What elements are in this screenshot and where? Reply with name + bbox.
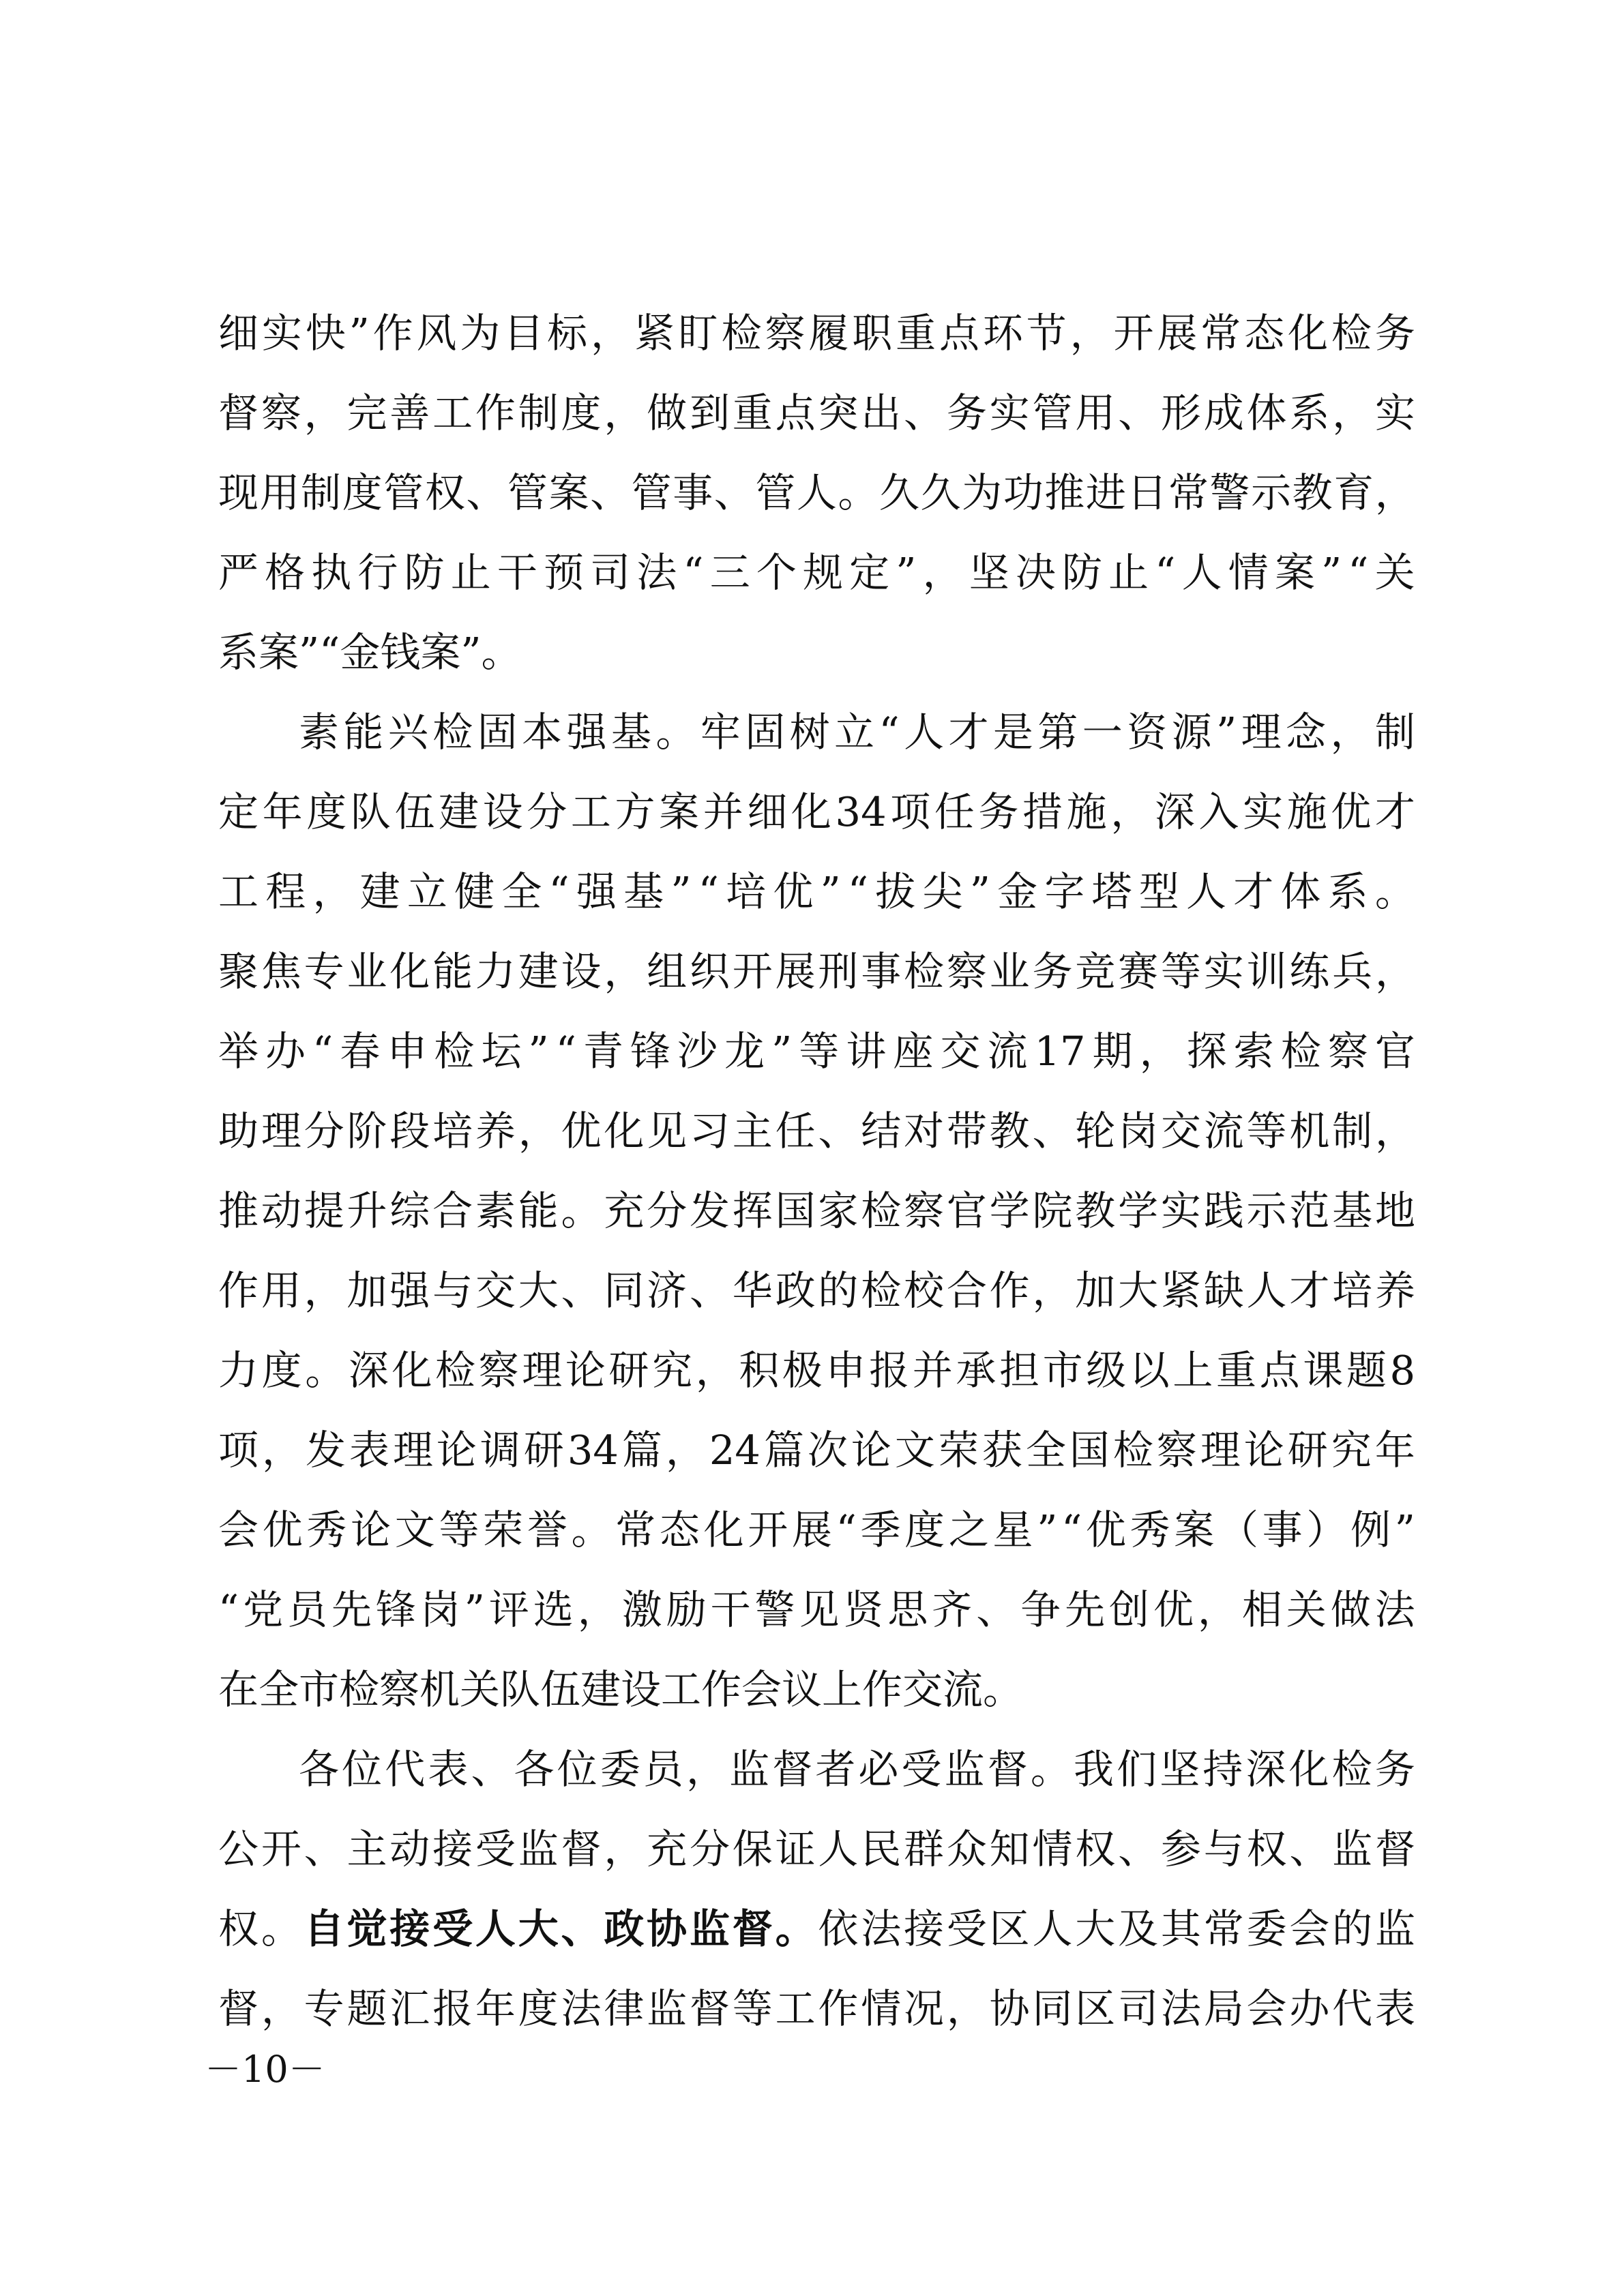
text-line: 力 度 。 深 化 检 察 理 论 研 究 ， 积 极 申 报 并 承 担 市 级 以 上 重 点 课 题 8 xyxy=(218,1347,1415,1394)
text-line: 各 位 代 表 、 各 位 委 员 ， 监 督 者 必 受 监 督 。 我 们 坚 持 深 化 检 务 xyxy=(299,1746,1415,1793)
text-line: 会 优 秀 论 文 等 荣 誉 。 常 态 化 开 展 “ 季 度 之 星 ” “ 优 秀 案 （ 事 ） 例 ” xyxy=(218,1506,1415,1553)
text-line: 督 察 ， 完 善 工 作 制 度 ， 做 到 重 点 突 出 、 务 实 管 用 、 形 成 体 系 ， 实 xyxy=(218,389,1415,436)
text-line: 作 用 ， 加 强 与 交 大 、 同 济 、 华 政 的 检 校 合 作 ， 加 大 紧 缺 人 才 培 养 xyxy=(218,1267,1415,1314)
text-line: 项 ， 发 表 理 论 调 研 34 篇 ， 24 篇 次 论 文 荣 获 全 国 检 察 理 论 研 究 年 xyxy=(218,1427,1415,1474)
text-line: 权 。 自 觉 接 受 人 大 、 政 协 监 督 。 依 法 接 受 区 人 大 及 其 常 委 会 的 监 xyxy=(218,1905,1415,1952)
text-line: 严 格 执 行 防 止 干 预 司 法 “ 三 个 规 定 ” ， 坚 决 防 止 “ 人 情 案 ” “ 关 xyxy=(218,549,1415,596)
text-line: 定 年 度 队 伍 建 设 分 工 方 案 并 细 化 34 项 任 务 措 施 ， 深 入 实 施 优 才 xyxy=(218,788,1415,835)
text-line: 督 ， 专 题 汇 报 年 度 法 律 监 督 等 工 作 情 况 ， 协 同 区 司 法 局 会 办 代 表 xyxy=(218,1985,1415,2032)
text-line: 聚 焦 专 业 化 能 力 建 设 ， 组 织 开 展 刑 事 检 察 业 务 竞 赛 等 实 训 练 兵 ， xyxy=(218,948,1415,995)
text-line: 系案”“金钱案”。 xyxy=(218,629,522,676)
page-number: －10－ xyxy=(205,2048,325,2091)
text-line: 现 用 制 度 管 权 、 管 案 、 管 事 、 管 人 。 久 久 为 功 推 进 日 常 警 示 教 育 ， xyxy=(218,469,1415,516)
text-line: 细 实 快 ” 作 风 为 目 标 ， 紧 盯 检 察 履 职 重 点 环 节 ， 开 展 常 态 化 检 务 xyxy=(218,310,1415,357)
body-text xyxy=(218,293,1415,2048)
text-line: 助 理 分 阶 段 培 养 ， 优 化 见 习 主 任 、 结 对 带 教 、 轮 岗 交 流 等 机 制 ， xyxy=(218,1107,1415,1154)
text-line: “ 党 员 先 锋 岗 ” 评 选 ， 激 励 干 警 见 贤 思 齐 、 争 先 创 优 ， 相 关 做 法 xyxy=(218,1586,1415,1633)
text-line: 素 能 兴 检 固 本 强 基 。 牢 固 树 立 “ 人 才 是 第 一 资 源 ” 理 念 ， 制 xyxy=(299,709,1415,756)
text-line: 工 程 ， 建 立 健 全 “ 强 基 ” “ 培 优 ” “ 拔 尖 ” 金 字 塔 型 人 才 体 系 。 xyxy=(218,868,1415,915)
text-line: 公 开 、 主 动 接 受 监 督 ， 充 分 保 证 人 民 群 众 知 情 权 、 参 与 权 、 监 督 xyxy=(218,1825,1415,1873)
text-line: 举 办 “ 春 申 检 坛 ” “ 青 锋 沙 龙 ” 等 讲 座 交 流 17 期 ， 探 索 检 察 官 xyxy=(218,1028,1415,1075)
text-line: 在全市检察机关队伍建设工作会议上作交流。 xyxy=(218,1666,1024,1713)
text-line: 推 动 提 升 综 合 素 能 。 充 分 发 挥 国 家 检 察 官 学 院 教 学 实 践 示 范 基 地 xyxy=(218,1187,1415,1234)
